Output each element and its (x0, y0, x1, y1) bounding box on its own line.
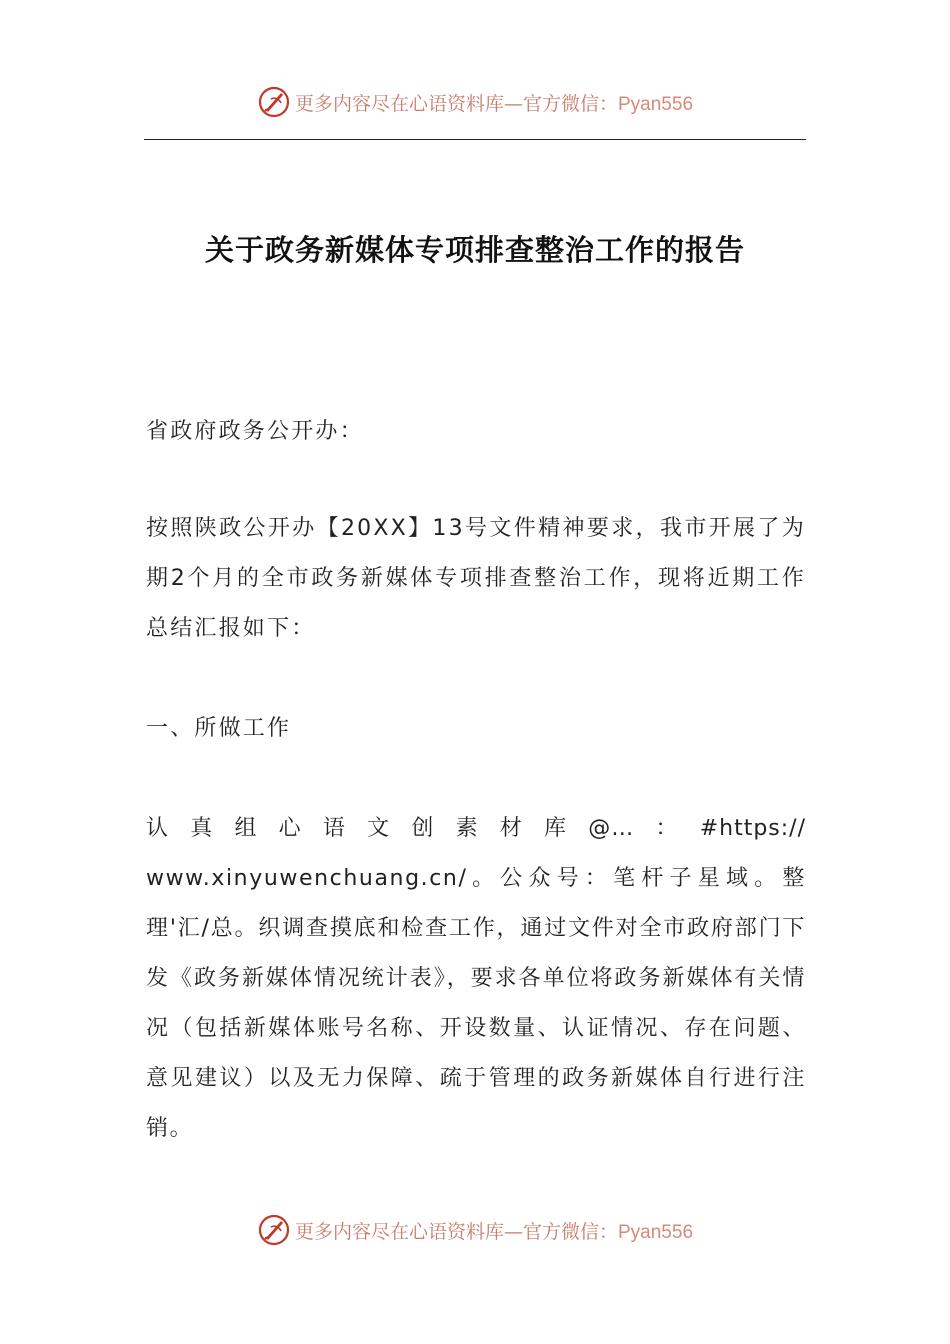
footer-wechat-id: Pyan556 (618, 1221, 694, 1243)
intro-paragraph: 按照陕政公开办【20XX】13号文件精神要求，我市开展了为期2个月的全市政务新媒体专项排查整治工作，现将近期工作总结汇报如下： (146, 516, 806, 641)
section-body-text: www.xinyuwenchuang.cn/。公众号：笔杆子星域。整理'汇/总。织调查摸底和检查工作，通过文件对全市政府部门下发《政务新媒体情况统计表》，要求各单位将政务新媒体有关情况（包括新媒体账号名称、开设数量、认证情况、存在问题、意见建议）以及无力保障、疏于管理的政务新媒体自行进行注销。 (146, 866, 806, 1141)
quill-pen-logo-icon (257, 85, 291, 119)
header-divider (144, 139, 806, 140)
document-title: 关于政务新媒体专项排查整治工作的报告 (204, 233, 745, 267)
section-body-first-line: 认真组心语文创素材库@…：#https:// (146, 816, 806, 841)
quill-pen-logo-icon (257, 1213, 291, 1247)
section-body (146, 804, 806, 1154)
header-banner (0, 80, 950, 124)
footer-banner (0, 1208, 950, 1252)
footer-banner-text: 更多内容尽在心语资料库—官方微信：Pyan556 (294, 1220, 694, 1243)
section-heading: 一、所做工作 (146, 716, 292, 741)
header-banner-text: 更多内容尽在心语资料库—官方微信：Pyan556 (294, 92, 694, 115)
header-wechat-id: Pyan556 (618, 93, 694, 115)
addressee: 省政府政务公开办： (146, 419, 364, 444)
